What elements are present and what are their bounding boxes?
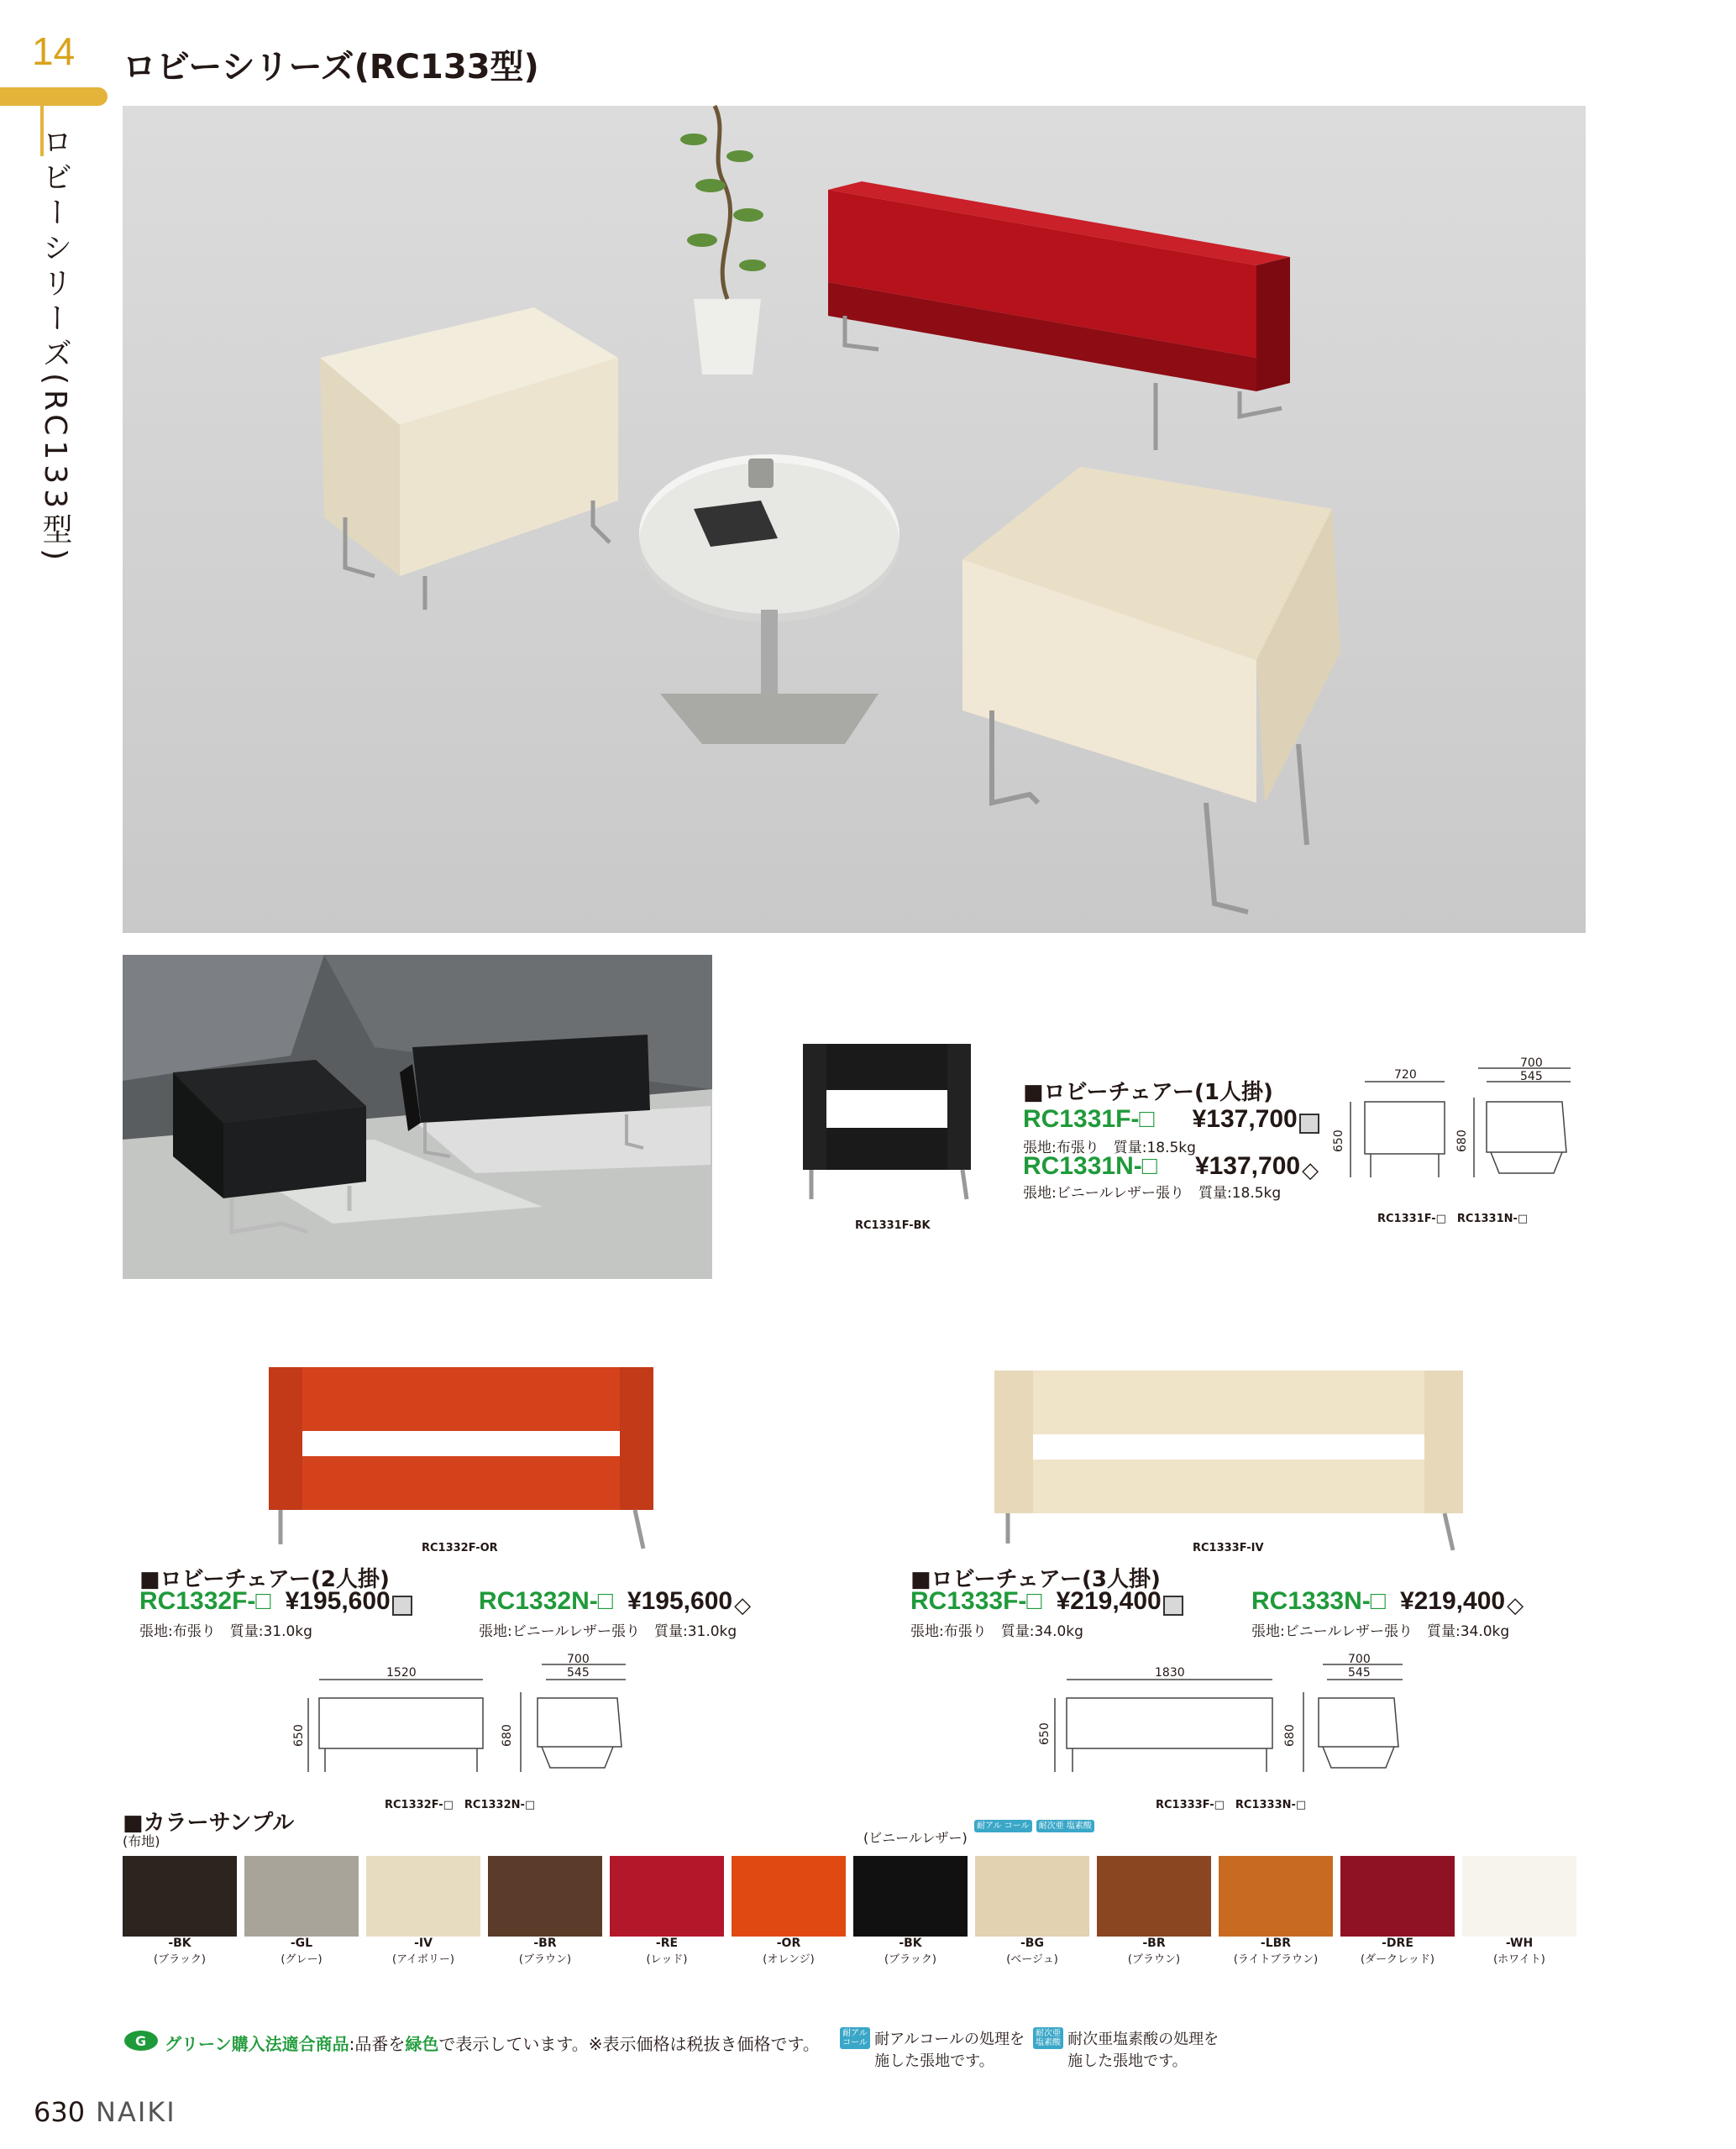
product-price: ¥195,600 xyxy=(285,1587,391,1615)
color-swatch xyxy=(488,1856,602,1966)
diamond-icon: ◇ xyxy=(1302,1157,1319,1183)
swatch-code: -LBR xyxy=(1260,1937,1292,1950)
product-sofa-3-dim-caption: RC1333F-□ RC1333N-□ xyxy=(1156,1799,1307,1811)
swatch-color-chip xyxy=(366,1856,480,1937)
product-chair-1-fabric-row xyxy=(1023,1105,1319,1134)
swatch-color-chip xyxy=(488,1856,602,1937)
product-chair-1-dimension-drawing xyxy=(1327,1056,1579,1203)
product-sofa-2-image xyxy=(265,1364,657,1557)
note-suffix: で表示しています。※表示価格は税抜き価格です。 xyxy=(438,2034,820,2054)
product-sofa-3-dimension-drawing xyxy=(1038,1653,1411,1780)
note-prefix: :品番を xyxy=(349,2034,406,2054)
product-sofa-2-dim-caption: RC1332F-□ RC1332N-□ xyxy=(385,1799,536,1811)
product-price: ¥137,700 xyxy=(1194,1152,1301,1180)
chlorine-resistant-badge: 耐次亜 塩素酸 xyxy=(1036,1820,1094,1832)
product-sofa-3-vinyl-row xyxy=(1251,1587,1524,1618)
swatch-color-chip xyxy=(975,1856,1089,1937)
swatch-color-chip xyxy=(1219,1856,1333,1937)
alcohol-resistant-badge: 耐アル コール xyxy=(974,1820,1032,1832)
swatch-code: -BR xyxy=(1142,1937,1166,1950)
product-chair-1-vinyl-row xyxy=(1023,1152,1319,1183)
dim-depth2: 545 xyxy=(1348,1666,1371,1680)
footer-chlorine xyxy=(1033,2027,1219,2071)
product-chair-1-heading: ■ロビーチェアー(1人掛) xyxy=(1023,1080,1273,1105)
diamond-icon: ◇ xyxy=(734,1592,752,1618)
product-code: RC1332F-□ xyxy=(139,1587,271,1615)
swatch-name: (ブラック) xyxy=(884,1953,936,1966)
product-sofa-2-fabric-row xyxy=(139,1587,412,1616)
swatch-color-chip xyxy=(1097,1856,1211,1937)
dim-width: 1830 xyxy=(1155,1666,1185,1680)
product-chair-1-dim-caption: RC1331F-□ RC1331N-□ xyxy=(1377,1213,1529,1225)
swatch-name: (ブラウン) xyxy=(518,1953,572,1966)
color-sample-heading: ■カラーサンプル xyxy=(123,1811,295,1836)
dim-depth2: 545 xyxy=(567,1666,590,1680)
swatch-code: -RE xyxy=(655,1937,679,1950)
fabric-label: (布地) xyxy=(123,1833,160,1849)
product-sofa-3-caption: RC1333F-IV xyxy=(1193,1542,1264,1554)
dim-height: 650 xyxy=(292,1724,306,1747)
swatch-code: -GL xyxy=(290,1937,313,1950)
product-sofa-2-vinyl-row xyxy=(479,1587,751,1618)
swatch-color-chip xyxy=(610,1856,724,1937)
alcohol-resistant-badge: 耐アル コール xyxy=(840,2027,870,2049)
color-swatch xyxy=(853,1856,968,1966)
green-label: グリーン購入法適合商品 xyxy=(165,2034,349,2054)
product-code: RC1331N-□ xyxy=(1023,1152,1157,1180)
swatch-name: (ベージュ) xyxy=(1006,1953,1058,1966)
vinyl-label: (ビニールレザー) xyxy=(863,1830,968,1846)
dim-depth: 700 xyxy=(567,1653,590,1666)
dim-height2: 680 xyxy=(1455,1130,1469,1152)
color-swatch xyxy=(975,1856,1089,1966)
footer-note xyxy=(165,2031,820,2055)
green-purchase-symbol xyxy=(1299,1114,1319,1134)
swatch-color-chip xyxy=(732,1856,846,1937)
dim-height2: 680 xyxy=(1283,1724,1297,1747)
page-number: 630 xyxy=(34,2096,86,2128)
swatch-name: (ブラック) xyxy=(154,1953,206,1966)
footer-alcohol xyxy=(840,2027,1025,2071)
swatch-color-chip xyxy=(1462,1856,1576,1937)
color-swatch xyxy=(366,1856,480,1966)
swatch-code: -BK xyxy=(168,1937,191,1950)
product-chair-1-image xyxy=(795,1040,979,1208)
dim-depth2: 545 xyxy=(1520,1070,1543,1083)
swatch-code: -IV xyxy=(414,1937,433,1950)
side-label: ロビーシリーズ(RC133型) xyxy=(38,126,72,566)
product-sofa-3-fabric-row xyxy=(910,1587,1183,1616)
swatch-name: (ホワイト) xyxy=(1493,1953,1545,1966)
swatch-color-chip xyxy=(1340,1856,1455,1937)
brand-name: NAIKI xyxy=(96,2096,176,2128)
swatch-color-chip xyxy=(123,1856,237,1937)
swatch-code: -BR xyxy=(533,1937,557,1950)
green-purchase-symbol xyxy=(1163,1596,1183,1616)
product-price: ¥195,600 xyxy=(627,1587,733,1615)
swatch-code: -WH xyxy=(1505,1937,1534,1950)
color-swatch xyxy=(732,1856,846,1966)
product-spec: 張地:ビニールレザー張り 質量:31.0kg xyxy=(479,1623,737,1640)
green-purchase-logo xyxy=(123,2029,160,2056)
product-code: RC1332N-□ xyxy=(479,1587,613,1615)
diamond-icon: ◇ xyxy=(1507,1592,1524,1618)
dim-height2: 680 xyxy=(501,1724,514,1747)
chapter-tab-bar xyxy=(0,87,108,106)
swatch-name: (アイボリー) xyxy=(392,1953,454,1966)
product-sofa-2-dimension-drawing xyxy=(292,1653,634,1780)
swatch-name: (ライトブラウン) xyxy=(1233,1953,1319,1966)
page-title: ロビーシリーズ(RC133型) xyxy=(123,48,539,86)
hero-photo xyxy=(123,106,1586,933)
swatch-code: -DRE xyxy=(1382,1937,1413,1950)
black-sofa-photo xyxy=(123,955,712,1279)
swatch-color-chip xyxy=(853,1856,968,1937)
product-code: RC1333F-□ xyxy=(910,1587,1042,1615)
product-sofa-3-heading: ■ロビーチェアー(3人掛) xyxy=(910,1567,1161,1592)
product-sofa-3-image xyxy=(991,1367,1466,1559)
product-spec: 張地:布張り 質量:31.0kg xyxy=(139,1623,312,1640)
product-price: ¥137,700 xyxy=(1192,1105,1298,1133)
product-price: ¥219,400 xyxy=(1399,1587,1506,1615)
alcohol-note: 耐アルコールの処理を 施した張地です。 xyxy=(874,2031,1025,2070)
swatch-code: -BK xyxy=(899,1937,922,1950)
swatch-name: (ブラウン) xyxy=(1127,1953,1181,1966)
chapter-number: 14 xyxy=(32,29,76,73)
note-green: 緑色 xyxy=(405,2034,439,2054)
swatch-color-chip xyxy=(244,1856,359,1937)
dim-width: 1520 xyxy=(386,1666,417,1680)
color-swatch-row xyxy=(123,1856,1586,1982)
color-swatch xyxy=(1340,1856,1455,1966)
dim-height: 650 xyxy=(1038,1722,1052,1745)
dim-height: 650 xyxy=(1332,1130,1345,1152)
swatch-name: (グレー) xyxy=(281,1953,323,1966)
color-swatch xyxy=(1219,1856,1333,1966)
swatch-name: (オレンジ) xyxy=(763,1953,815,1966)
color-swatch xyxy=(610,1856,724,1966)
product-chair-1-caption: RC1331F-BK xyxy=(855,1219,931,1232)
swatch-code: -BG xyxy=(1020,1937,1044,1950)
dim-depth: 700 xyxy=(1520,1056,1543,1070)
product-spec: 張地:布張り 質量:18.5kg xyxy=(1023,1140,1196,1156)
product-sofa-2-heading: ■ロビーチェアー(2人掛) xyxy=(139,1567,390,1592)
swatch-name: (レッド) xyxy=(646,1953,688,1966)
green-purchase-symbol xyxy=(392,1596,412,1616)
product-spec: 張地:布張り 質量:34.0kg xyxy=(910,1623,1083,1640)
color-swatch xyxy=(1462,1856,1576,1966)
dim-width: 720 xyxy=(1394,1068,1417,1082)
swatch-code: -OR xyxy=(776,1937,801,1950)
chlorine-note: 耐次亜塩素酸の処理を 施した張地です。 xyxy=(1067,2031,1219,2070)
color-swatch xyxy=(1097,1856,1211,1966)
product-code: RC1333N-□ xyxy=(1251,1587,1386,1615)
vinyl-badges xyxy=(974,1816,1094,1832)
product-sofa-2-caption: RC1332F-OR xyxy=(422,1542,498,1554)
color-swatch xyxy=(123,1856,237,1966)
product-price: ¥219,400 xyxy=(1056,1587,1162,1615)
dim-depth: 700 xyxy=(1348,1653,1371,1666)
svg-text:G: G xyxy=(135,2033,147,2049)
color-swatch xyxy=(244,1856,359,1966)
swatch-name: (ダークレッド) xyxy=(1360,1953,1434,1966)
chlorine-resistant-badge: 耐次亜 塩素酸 xyxy=(1033,2027,1063,2049)
product-code: RC1331F-□ xyxy=(1023,1105,1155,1133)
product-spec: 張地:ビニールレザー張り 質量:34.0kg xyxy=(1251,1623,1510,1640)
product-spec: 張地:ビニールレザー張り 質量:18.5kg xyxy=(1023,1185,1282,1202)
